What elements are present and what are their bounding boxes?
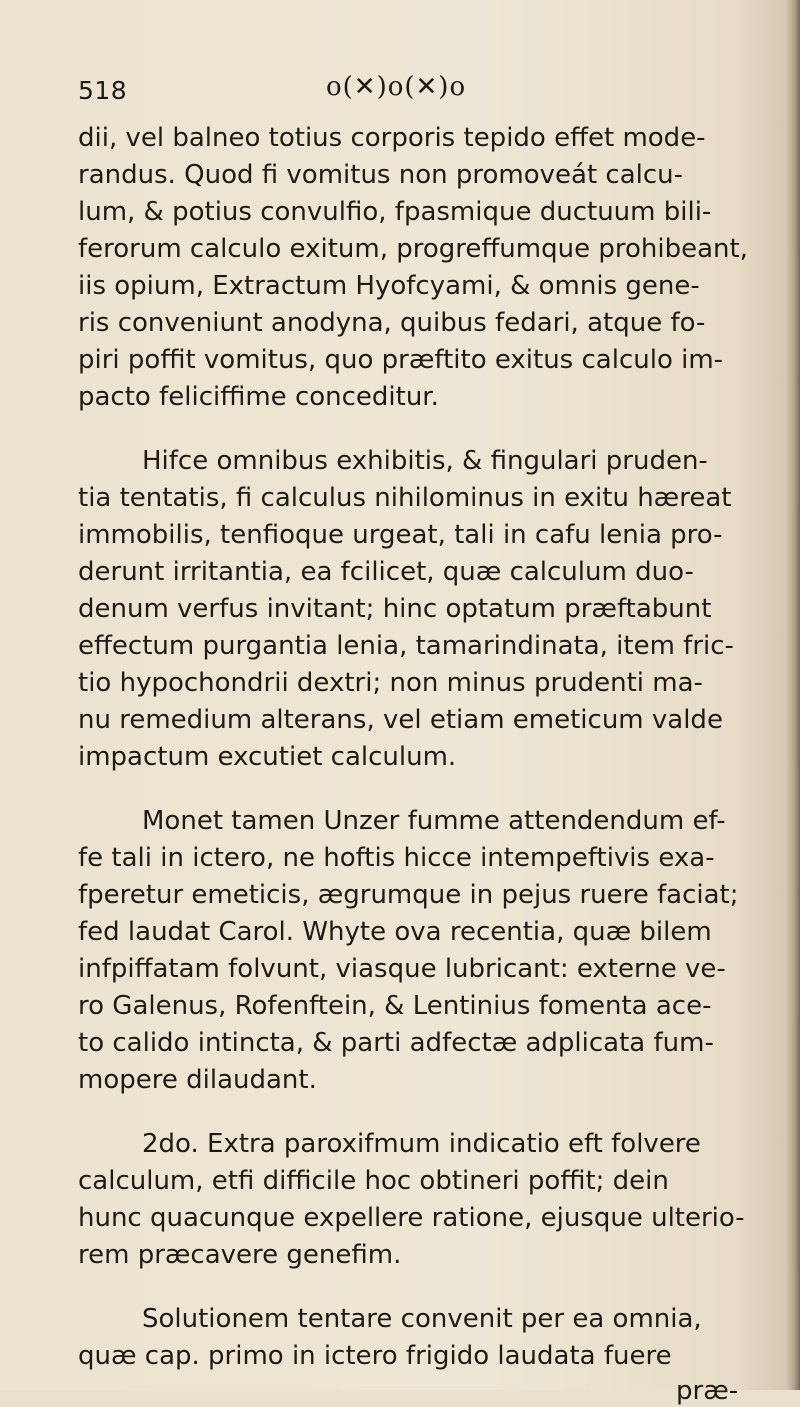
text-line: derunt irritantia, ea fcilicet, quæ calculum duo- bbox=[78, 557, 694, 587]
text-line: ferorum calculo exitum, progreffumque prohibeant, bbox=[78, 234, 748, 264]
page-header bbox=[78, 72, 738, 112]
text-line: impactum excutiet calculum. bbox=[78, 742, 457, 772]
text-line: tia tentatis, fi calculus nihilominus in exitu hæreat bbox=[78, 483, 732, 513]
text-line: quæ cap. primo in ictero frigido laudata fuere bbox=[78, 1341, 672, 1371]
text-line: ro Galenus, Rofenftein, & Lentinius fomenta ace- bbox=[78, 991, 712, 1021]
text-line: Hifce omnibus exhibitis, & fingulari pruden- bbox=[142, 446, 708, 476]
text-line: infpiffatam folvunt, viasque lubricant: externe ve- bbox=[78, 954, 726, 984]
text-line: fed laudat Carol. Whyte ova recentia, quæ bilem bbox=[78, 917, 712, 947]
text-line: to calido intincta, & parti adfectæ adplicata fum- bbox=[78, 1028, 714, 1058]
text-line: Solutionem tentare convenit per ea omnia, bbox=[142, 1304, 702, 1334]
text-line: ris conveniunt anodyna, quibus fedari, atque fo- bbox=[78, 308, 706, 338]
text-line: piri poffit vomitus, quo præftito exitus calculo im- bbox=[78, 345, 724, 375]
text-line: immobilis, tenfioque urgeat, tali in cafu lenia pro- bbox=[78, 520, 723, 550]
text-line: fe tali in ictero, ne hoftis hicce intempeftivis exa- bbox=[78, 843, 715, 873]
text-line: effectum purgantia lenia, tamarindinata, item fric- bbox=[78, 631, 734, 661]
paragraph-3 bbox=[78, 803, 750, 1099]
paragraph-2 bbox=[78, 443, 750, 776]
text-line: randus. Quod fi vomitus non promoveát calcu- bbox=[78, 160, 684, 190]
text-line: lum, & potius convulfio, fpasmique ductuum bili- bbox=[78, 197, 712, 227]
text-line: dii, vel balneo totius corporis tepido effet mode- bbox=[78, 123, 706, 153]
text-line: nu remedium alterans, vel etiam emeticum valde bbox=[78, 705, 723, 735]
text-line: rem præcavere genefim. bbox=[78, 1240, 402, 1270]
paragraph-4 bbox=[78, 1126, 750, 1274]
body-text bbox=[78, 120, 750, 1407]
text-line: pacto feliciffime conceditur. bbox=[78, 382, 439, 412]
paragraph-1 bbox=[78, 120, 750, 416]
header-ornament: o(✕)o(✕)o bbox=[326, 72, 467, 102]
page-edge-shadow bbox=[786, 0, 800, 1390]
text-line: 2do. Extra paroxifmum indicatio eft folvere bbox=[142, 1129, 701, 1159]
text-line: denum verfus invitant; hinc optatum præftabunt bbox=[78, 594, 712, 624]
text-line: calculum, etfi difficile hoc obtineri poffit; dein bbox=[78, 1166, 669, 1196]
paragraph-5 bbox=[78, 1301, 750, 1407]
text-line: iis opium, Extractum Hyofcyami, & omnis gene- bbox=[78, 271, 700, 301]
text-line: fperetur emeticis, ægrumque in pejus ruere faciat; bbox=[78, 880, 739, 910]
catchword: præ- bbox=[676, 1376, 739, 1406]
text-line: Monet tamen Unzer fumme attendendum ef- bbox=[142, 806, 726, 836]
text-line: hunc quacunque expellere ratione, ejusque ulterio- bbox=[78, 1203, 745, 1233]
page-number: 518 bbox=[78, 76, 128, 105]
text-line: tio hypochondrii dextri; non minus prudenti ma- bbox=[78, 668, 703, 698]
text-line: mopere dilaudant. bbox=[78, 1065, 317, 1095]
